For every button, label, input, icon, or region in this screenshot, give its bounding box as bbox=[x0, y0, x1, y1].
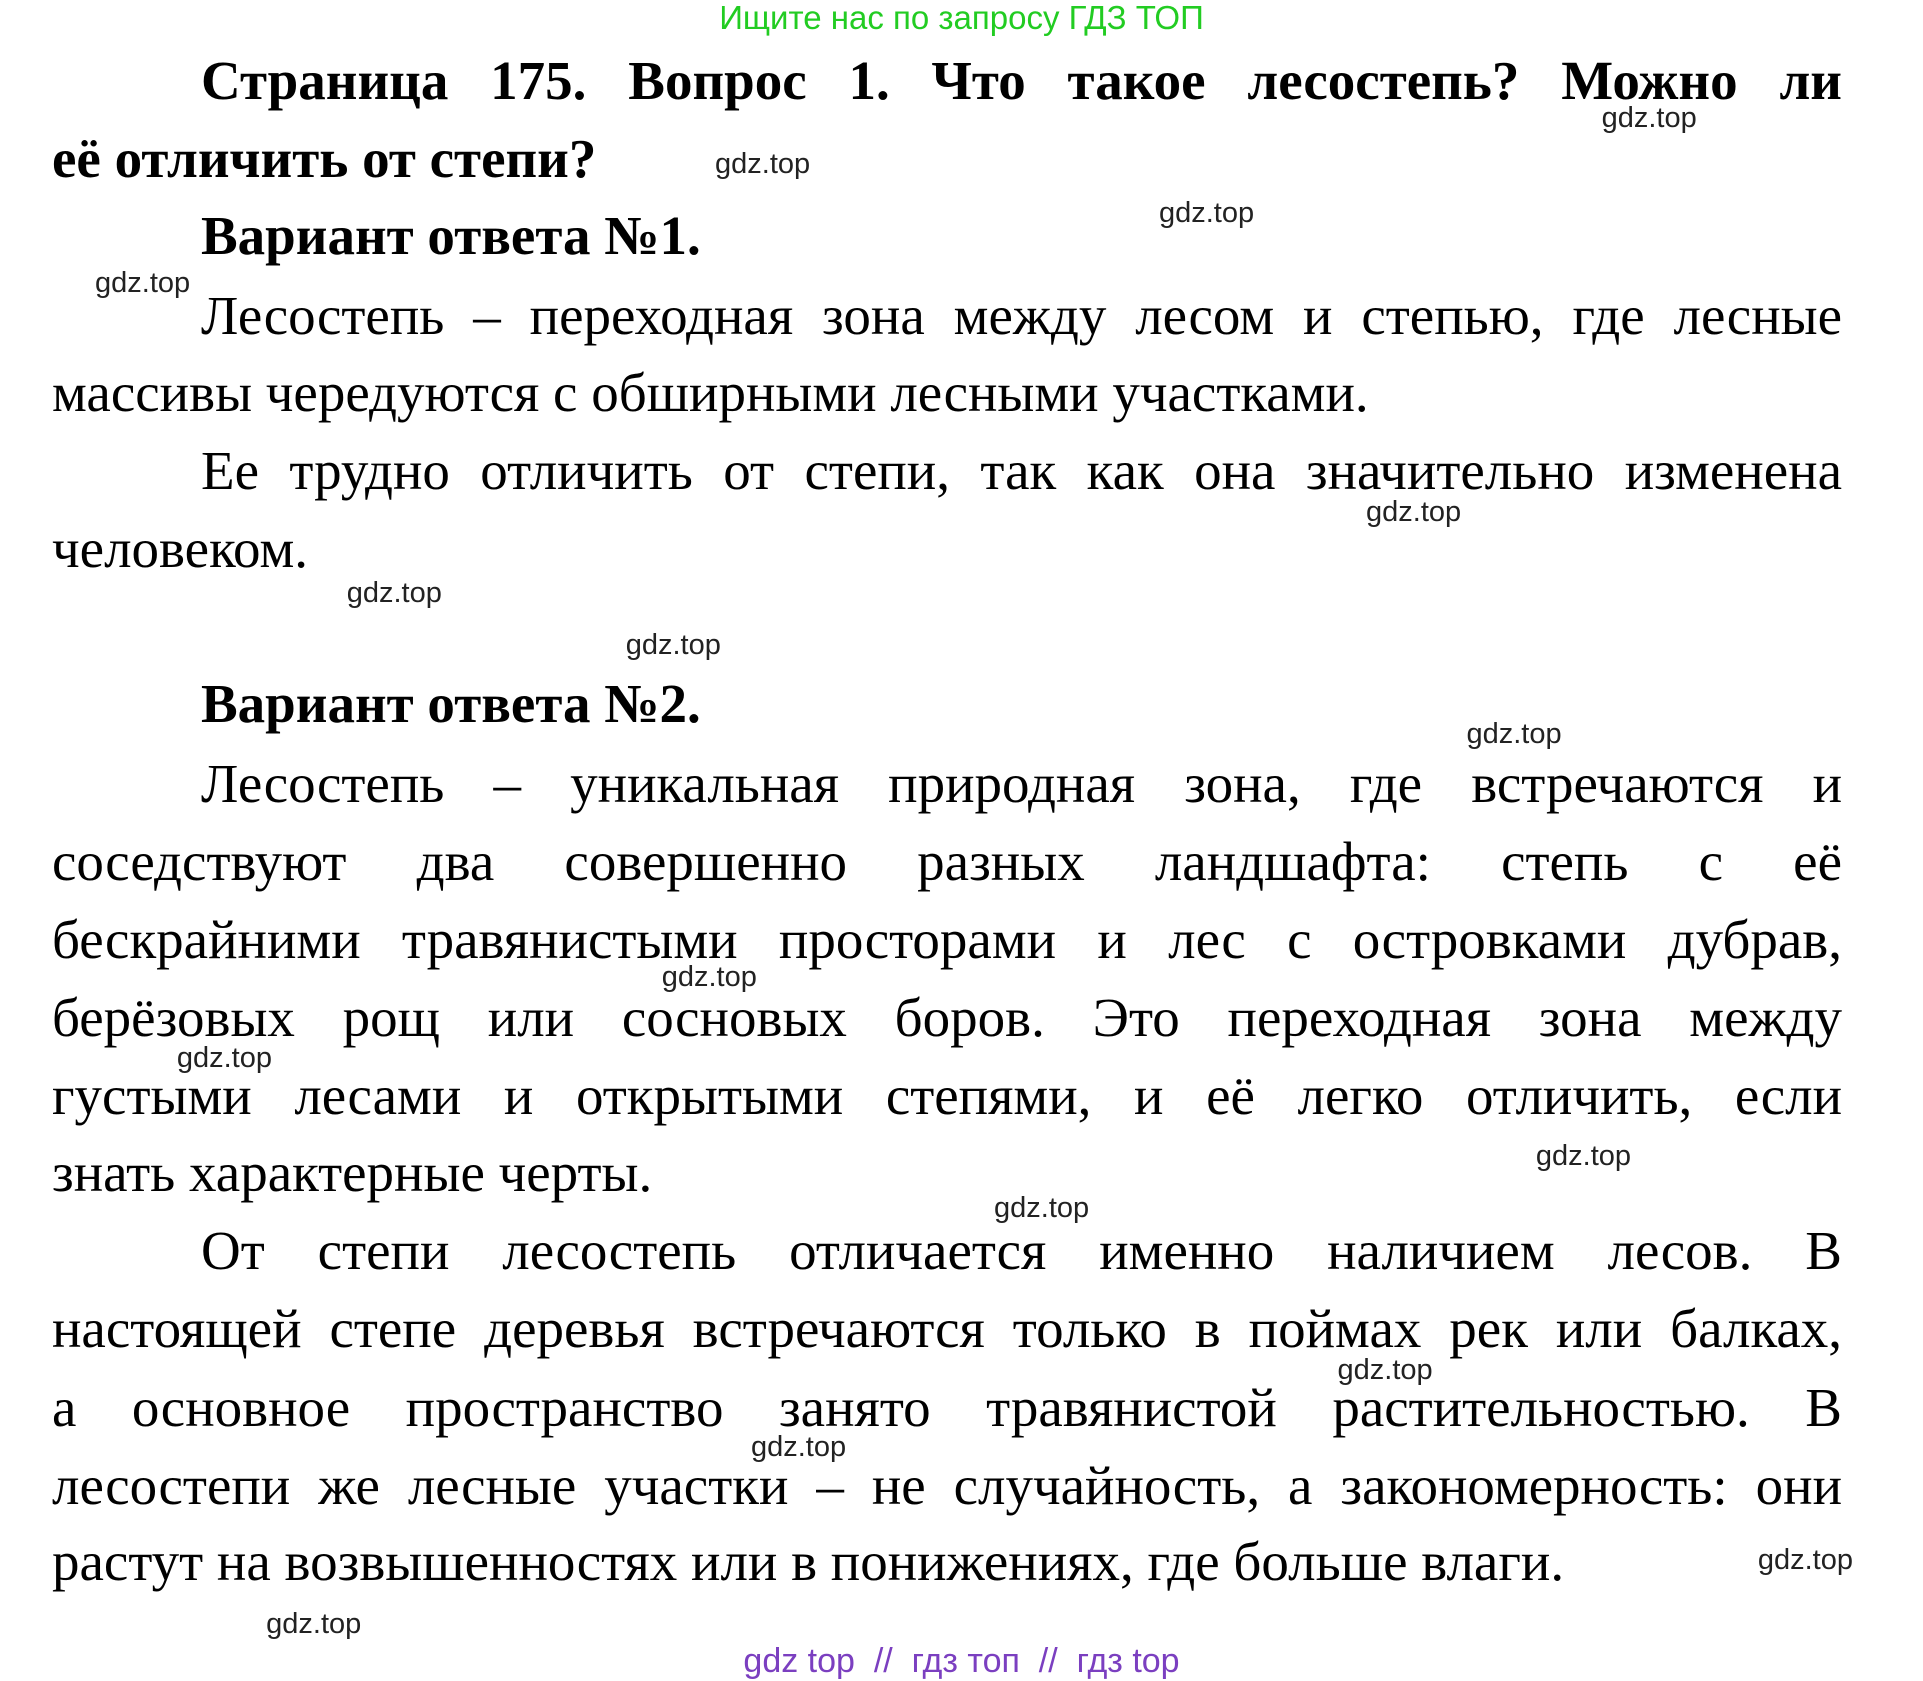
watermark-text: gdz.top bbox=[625, 628, 721, 661]
watermark-text: gdz.top bbox=[1158, 197, 1255, 230]
watermark-text: gdz.top bbox=[176, 1041, 273, 1074]
watermark-text: gdz.top bbox=[1337, 1354, 1433, 1387]
watermark-text: gdz.top bbox=[1466, 718, 1562, 751]
answer-text-line: соседствуют два совершенно разных ландшафта: степь с её bbox=[52, 831, 1842, 892]
watermark-text: gdz.top bbox=[661, 961, 757, 994]
variant-1-heading: Вариант ответа №1. bbox=[201, 205, 701, 266]
answer-text-line: массивы чередуются с обширными лесными участками. bbox=[52, 362, 1369, 423]
answer-text-line: растут на возвышенностях или в понижениях, где больше влаги. bbox=[52, 1531, 1565, 1592]
watermark-text: gdz.top bbox=[346, 576, 442, 609]
variant-2-heading: Вариант ответа №2. bbox=[201, 673, 701, 734]
watermark-text: gdz.top bbox=[750, 1431, 847, 1464]
answer-text-line: знать характерные черты. bbox=[52, 1142, 653, 1203]
watermark-text: gdz.top bbox=[994, 1191, 1090, 1224]
watermark-text: gdz.top bbox=[1535, 1139, 1632, 1172]
watermark-text: gdz.top bbox=[266, 1608, 362, 1641]
answer-text-line: бескрайними травянистыми просторами и лес с островками дубрав, bbox=[52, 909, 1842, 970]
answer-text-line: Лесостепь – переходная зона между лесом и степью, где лесные bbox=[201, 285, 1842, 346]
question-title: Страница 175. Вопрос 1. Что такое лесостепь? Можно ли bbox=[201, 50, 1842, 111]
question-title: её отличить от степи? bbox=[52, 128, 597, 189]
watermark-text: gdz.top bbox=[1757, 1543, 1854, 1576]
answer-text-line: От степи лесостепь отличается именно наличием лесов. В bbox=[201, 1220, 1842, 1281]
answer-text-line: лесостепи же лесные участки – не случайность, а закономерность: они bbox=[52, 1455, 1842, 1516]
answer-text-line: густыми лесами и открытыми степями, и её легко отличить, если bbox=[52, 1065, 1842, 1126]
search-banner: Ищите нас по запросу ГДЗ ТОП bbox=[719, 0, 1204, 36]
answer-text-line: берёзовых рощ или сосновых боров. Это переходная зона между bbox=[52, 987, 1842, 1048]
answer-text-line: Ее трудно отличить от степи, так как она значительно изменена bbox=[201, 440, 1842, 501]
watermark-text: gdz.top bbox=[95, 266, 191, 299]
watermark-text: gdz.top bbox=[1366, 496, 1462, 529]
answer-text-line: человеком. bbox=[52, 518, 309, 579]
answer-text-line: настоящей степе деревья встречаются только в поймах рек или балках, bbox=[52, 1298, 1842, 1359]
watermark-text: gdz.top bbox=[1601, 101, 1697, 134]
watermark-text: gdz.top bbox=[715, 147, 811, 180]
answer-text-line: а основное пространство занято травянистой растительностью. В bbox=[52, 1377, 1842, 1438]
answer-text-line: Лесостепь – уникальная природная зона, где встречаются и bbox=[201, 753, 1842, 814]
footer-watermark: gdz top // гдз топ // гдз top bbox=[743, 1642, 1180, 1680]
